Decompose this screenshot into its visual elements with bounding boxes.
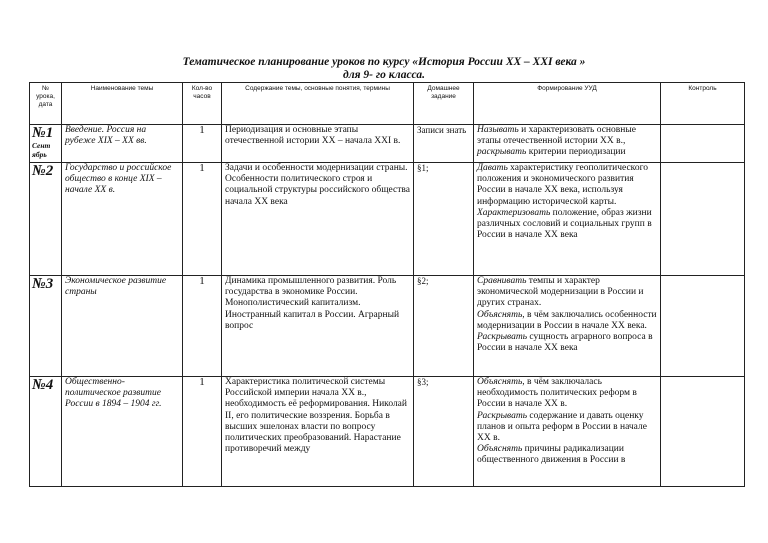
hours-cell: 1	[183, 125, 222, 163]
uud-text: содержание и давать оценку планов и опыта реформ в России в начале XX в.	[477, 410, 647, 444]
header-lesson-number: № урока, дата	[30, 83, 62, 125]
control-cell	[661, 163, 745, 276]
lesson-number: №4	[32, 377, 54, 393]
topic-cell: Введение. Россия на рубеже XIX – XX вв.	[62, 125, 183, 163]
uud-verb: Называть	[477, 125, 519, 135]
uud-verb: Давать	[477, 163, 508, 173]
lesson-plan-table	[29, 82, 745, 487]
content-cell: Периодизация и основные этапы отечественной истории XX – начала XXI в.	[222, 125, 414, 163]
header-uud: Формирование УУД	[474, 83, 661, 125]
lesson-number-cell	[30, 276, 62, 377]
lesson-date: Сент ябрь	[32, 141, 51, 159]
control-cell	[661, 377, 745, 487]
hours-cell: 1	[183, 377, 222, 487]
lesson-number: №1	[32, 125, 54, 141]
uud-verb: Характеризовать	[477, 207, 551, 218]
uud-cell	[474, 125, 661, 163]
header-topic: Наименование темы	[62, 83, 183, 125]
topic-cell: Государство и российское общество в конце XIX – начале XX в.	[62, 163, 183, 276]
uud-text: критерии периодизации	[526, 147, 626, 158]
topic-cell: Экономическое развитие страны	[62, 276, 183, 377]
header-homework: Домашнее задание	[414, 83, 474, 125]
homework-cell: §3;	[414, 377, 474, 487]
uud-text: и характеризовать основные этапы отечественной истории XX в.,	[477, 125, 636, 147]
table-header-row	[30, 83, 745, 125]
table-row	[30, 163, 745, 276]
content-cell: Динамика промышленного развития. Роль государства в экономике России. Монополистический капитализм. Иностранный капитал в России. Аграрный вопрос	[222, 276, 414, 377]
uud-text: , в чём заключались особенности модернизации в России в начале XX века.	[477, 309, 657, 331]
uud-text: причины радикализации общественного движения в России в	[477, 444, 626, 466]
uud-text: темпы и характер экономической модернизации в России и других странах.	[477, 276, 644, 309]
uud-verb: Объяснять	[477, 444, 523, 455]
uud-verb: раскрывать	[477, 147, 527, 158]
content-cell: Характеристика политической системы Российской империи начала XX в., необходимость её реформирования. Николай II, его политические воззрения. Борьба в высших эшелонах власти по вопросу политических преобразований. Нарастание противоречий между	[222, 377, 414, 487]
table-row	[30, 276, 745, 377]
hours-cell: 1	[183, 163, 222, 276]
uud-verb: Объяснять	[477, 309, 523, 320]
uud-text: положение, образ жизни различных сословий и социальных групп в России в начале XX века	[477, 207, 652, 241]
uud-verb: Раскрывать	[477, 332, 528, 343]
lesson-number: №3	[32, 276, 54, 292]
lesson-number-cell	[30, 377, 62, 487]
topic-cell: Общественно-политическое развитие России в 1894 – 1904 гг.	[62, 377, 183, 487]
uud-text: характеристику геополитического положения и экономического развития России в начале XX века, используя информацию исторической карты.	[477, 163, 648, 207]
header-control: Контроль	[661, 83, 745, 125]
uud-text: сущность аграрного вопроса в России в начале XX века	[477, 332, 653, 354]
lesson-number-cell	[30, 125, 62, 163]
lesson-number-cell	[30, 163, 62, 276]
header-content: Содержание темы, основные понятия, термины	[222, 83, 414, 125]
page-title: Тематическое планирование уроков по курсу «История России ХХ – ХХI века »	[182, 56, 586, 68]
uud-verb: Объяснять	[477, 377, 523, 387]
table-row	[30, 125, 745, 163]
control-cell	[661, 276, 745, 377]
uud-text: , в чём заключалась необходимость политических реформ в России в начале XX в.	[477, 377, 637, 410]
homework-cell: Записи знать	[414, 125, 474, 163]
uud-cell	[474, 377, 661, 487]
uud-cell	[474, 276, 661, 377]
homework-cell: §2;	[414, 276, 474, 377]
lesson-number: №2	[32, 163, 54, 179]
uud-cell	[474, 163, 661, 276]
uud-verb: Сравнивать	[477, 276, 527, 286]
hours-cell: 1	[183, 276, 222, 377]
table-row	[30, 377, 745, 487]
page-subtitle: для 9- го класса.	[343, 69, 425, 81]
homework-cell: §1;	[414, 163, 474, 276]
control-cell	[661, 125, 745, 163]
uud-verb: Раскрывать	[477, 410, 528, 421]
header-hours: Кол-во часов	[183, 83, 222, 125]
content-cell: Задачи и особенности модернизации страны. Особенности политического строя и социальной структуры российского общества начала XX века	[222, 163, 414, 276]
